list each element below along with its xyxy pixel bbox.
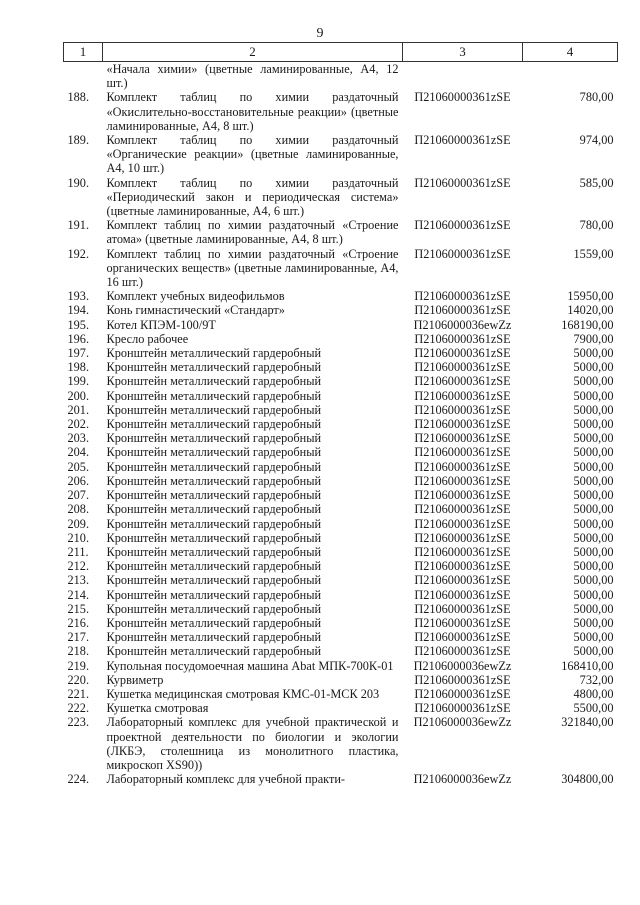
- item-price: 5000,00: [573, 559, 614, 574]
- table-row: [64, 573, 618, 587]
- item-code: П21060000361zSE: [414, 530, 511, 545]
- row-number: 190.: [67, 175, 90, 190]
- item-code: П21060000361zSE: [414, 630, 511, 645]
- table-row: [64, 346, 618, 360]
- item-price: 5000,00: [573, 431, 614, 446]
- item-name: Кронштейн металлический гардеробный: [106, 388, 322, 403]
- row-number: [64, 62, 103, 91]
- row-number: 194.: [67, 303, 90, 318]
- item-name: Кронштейн металлический гардеробный: [106, 360, 322, 375]
- row-number: 213.: [67, 573, 90, 588]
- row-number: 195.: [67, 317, 90, 332]
- item-code: П21060000361zSE: [414, 601, 511, 616]
- row-number: 209.: [67, 516, 90, 531]
- table-row: [64, 687, 618, 701]
- item-name: Курвиметр: [106, 672, 164, 687]
- row-number: 193.: [67, 289, 90, 304]
- item-code: П21060000361zSE: [414, 559, 511, 574]
- item-price: 5000,00: [573, 615, 614, 630]
- item-code: П21060000361zSE: [414, 544, 511, 559]
- item-code: П21060000361zSE: [414, 374, 511, 389]
- item-price: 5000,00: [573, 573, 614, 588]
- item-code: П21060000361zSE: [414, 445, 511, 460]
- item-name: Лабораторный комплекс для учебной практи-: [106, 772, 346, 787]
- row-number: 196.: [67, 331, 90, 346]
- item-name: Кронштейн металлический гардеробный: [106, 644, 322, 659]
- item-name: Кронштейн металлический гардеробный: [106, 402, 322, 417]
- item-code: [403, 62, 523, 91]
- item-code: П21060000361zSE: [414, 175, 511, 190]
- column-header-1: 1: [64, 43, 103, 62]
- item-name: Кронштейн металлический гардеробный: [106, 615, 322, 630]
- item-price: 5000,00: [573, 587, 614, 602]
- item-name: Кронштейн металлический гардеробный: [106, 417, 322, 432]
- table-row: [64, 218, 618, 246]
- row-number: 224.: [67, 772, 90, 787]
- row-number: 214.: [67, 587, 90, 602]
- item-price: 5000,00: [573, 459, 614, 474]
- item-price: 5000,00: [573, 445, 614, 460]
- table-row: [64, 318, 618, 332]
- row-number: 204.: [67, 445, 90, 460]
- table-row: [64, 176, 618, 219]
- table-body: [64, 62, 618, 787]
- item-price: 7900,00: [573, 331, 614, 346]
- table-row: [64, 62, 618, 91]
- item-code: П21060000361zSE: [414, 459, 511, 474]
- item-name: Кронштейн металлический гардеробный: [106, 374, 322, 389]
- item-code: П21060000361zSE: [414, 502, 511, 517]
- item-price: 5000,00: [573, 346, 614, 361]
- table-row: [64, 502, 618, 516]
- item-name: Купольная посудомоечная машина Abat МПК-700К-01: [106, 658, 394, 673]
- item-code: П21060000361zSE: [414, 303, 511, 318]
- item-price: 5000,00: [573, 417, 614, 432]
- row-number: 210.: [67, 530, 90, 545]
- item-code: П21060000361zSE: [414, 90, 511, 105]
- item-code: П21060000361zSE: [414, 289, 511, 304]
- item-name: Комплект таблиц по химии раздаточный «Строение атома» (цветные ламинированные, А4, 8 шт.): [106, 218, 399, 247]
- inventory-table: [63, 42, 618, 786]
- item-name: Кронштейн металлический гардеробный: [106, 630, 322, 645]
- row-number: 203.: [67, 431, 90, 446]
- item-code: П2106000036ewZz: [413, 317, 512, 332]
- table-row: [64, 517, 618, 531]
- table-row: [64, 616, 618, 630]
- item-code: П21060000361zSE: [414, 246, 511, 261]
- item-price: 1559,00: [573, 246, 614, 261]
- row-number: 207.: [67, 488, 90, 503]
- item-code: П21060000361zSE: [414, 701, 511, 716]
- item-name: Кронштейн металлический гардеробный: [106, 587, 322, 602]
- row-number: 197.: [67, 346, 90, 361]
- item-name: «Начала химии» (цветные ламинированные, А4, 12 шт.): [106, 62, 399, 91]
- row-number: 219.: [67, 658, 90, 673]
- table-row: [64, 133, 618, 176]
- row-number: 192.: [67, 246, 90, 261]
- column-header-4: 4: [523, 43, 618, 62]
- item-name: Комплект учебных видеофильмов: [106, 289, 285, 304]
- item-price: 780,00: [579, 90, 614, 105]
- table-row: [64, 659, 618, 673]
- table-row: [64, 559, 618, 573]
- table-row: [64, 289, 618, 303]
- row-number: 223.: [67, 715, 90, 730]
- table-row: [64, 644, 618, 658]
- item-name: Кронштейн металлический гардеробный: [106, 445, 322, 460]
- item-name: Кронштейн металлический гардеробный: [106, 601, 322, 616]
- row-number: 188.: [67, 90, 90, 105]
- item-price: 168410,00: [561, 658, 614, 673]
- table-row: [64, 431, 618, 445]
- table-row: [64, 488, 618, 502]
- item-code: П21060000361zSE: [414, 516, 511, 531]
- item-price: [523, 62, 618, 91]
- item-name: Кронштейн металлический гардеробный: [106, 559, 322, 574]
- item-price: 5000,00: [573, 502, 614, 517]
- table-row: [64, 531, 618, 545]
- item-name: Кронштейн металлический гардеробный: [106, 488, 322, 503]
- row-number: 202.: [67, 417, 90, 432]
- item-name: Кушетка смотровая: [106, 701, 209, 716]
- item-price: 5000,00: [573, 473, 614, 488]
- row-number: 221.: [67, 686, 90, 701]
- item-code: П21060000361zSE: [414, 417, 511, 432]
- table-row: [64, 701, 618, 715]
- table-row: [64, 374, 618, 388]
- item-code: П21060000361zSE: [414, 488, 511, 503]
- row-number: 215.: [67, 601, 90, 616]
- row-number: 189.: [67, 133, 90, 148]
- item-name: Конь гимнастический «Стандарт»: [106, 303, 285, 318]
- item-name: Кронштейн металлический гардеробный: [106, 516, 322, 531]
- row-number: 220.: [67, 672, 90, 687]
- item-price: 5000,00: [573, 644, 614, 659]
- row-number: 199.: [67, 374, 90, 389]
- item-price: 5000,00: [573, 530, 614, 545]
- item-price: 4800,00: [573, 686, 614, 701]
- row-number: 191.: [67, 218, 90, 233]
- item-code: П21060000361zSE: [414, 587, 511, 602]
- table-row: [64, 772, 618, 786]
- item-name: Комплект таблиц по химии раздаточный «Периодический закон и периодическая система» (цветные ламинированные, А4, 6 шт.): [106, 175, 399, 219]
- item-price: 732,00: [579, 672, 614, 687]
- row-number: 200.: [67, 388, 90, 403]
- item-code: П21060000361zSE: [414, 218, 511, 233]
- item-code: П21060000361zSE: [414, 388, 511, 403]
- item-code: П21060000361zSE: [414, 402, 511, 417]
- item-price: 5000,00: [573, 516, 614, 531]
- row-number: 218.: [67, 644, 90, 659]
- item-price: 321840,00: [561, 715, 614, 730]
- item-name: Комплект таблиц по химии раздаточный «Строение органических веществ» (цветные ламинированные, А4, 16 шт.): [106, 246, 399, 290]
- item-price: 5000,00: [573, 388, 614, 403]
- item-code: П2106000036ewZz: [413, 772, 512, 787]
- table-row: [64, 630, 618, 644]
- item-name: Лабораторный комплекс для учебной практической и проектной деятельности по биологии и экологии (ЛКБЭ, столешница из монолитного пластика, микроскоп XS90)): [106, 715, 399, 772]
- page-number: 9: [316, 26, 324, 41]
- table-row: [64, 673, 618, 687]
- item-code: П21060000361zSE: [414, 473, 511, 488]
- item-name: Кронштейн металлический гардеробный: [106, 544, 322, 559]
- item-name: Комплект таблиц по химии раздаточный «Органические реакции» (цветные ламинированные, А4, 10 шт.): [106, 133, 399, 176]
- row-number: 205.: [67, 459, 90, 474]
- item-price: 5000,00: [573, 601, 614, 616]
- item-code: П2106000036ewZz: [413, 658, 512, 673]
- item-code: П21060000361zSE: [414, 133, 511, 148]
- item-price: 974,00: [579, 133, 614, 148]
- table-row: [64, 715, 618, 772]
- item-price: 585,00: [579, 175, 614, 190]
- item-code: П21060000361zSE: [414, 644, 511, 659]
- item-code: П21060000361zSE: [414, 346, 511, 361]
- item-name: Комплект таблиц по химии раздаточный «Окислительно-восстановительные реакции» (цветные ламинированные, А4, 8 шт.): [106, 90, 399, 133]
- item-name: Кронштейн металлический гардеробный: [106, 346, 322, 361]
- table-header-row: [64, 43, 618, 62]
- item-name: Кронштейн металлический гардеробный: [106, 431, 322, 446]
- item-price: 5500,00: [573, 701, 614, 716]
- item-price: 5000,00: [573, 402, 614, 417]
- item-price: 780,00: [579, 218, 614, 233]
- item-price: 5000,00: [573, 360, 614, 375]
- item-code: П21060000361zSE: [414, 331, 511, 346]
- item-price: 168190,00: [561, 317, 614, 332]
- table-row: [64, 90, 618, 133]
- table-row: [64, 602, 618, 616]
- table-row: [64, 332, 618, 346]
- table-row: [64, 247, 618, 290]
- item-price: 5000,00: [573, 488, 614, 503]
- item-price: 5000,00: [573, 544, 614, 559]
- row-number: 208.: [67, 502, 90, 517]
- item-name: Кронштейн металлический гардеробный: [106, 573, 322, 588]
- row-number: 211.: [67, 544, 89, 559]
- table-row: [64, 474, 618, 488]
- item-code: П21060000361zSE: [414, 686, 511, 701]
- item-price: 5000,00: [573, 374, 614, 389]
- row-number: 217.: [67, 630, 90, 645]
- item-code: П21060000361zSE: [414, 431, 511, 446]
- table-row: [64, 445, 618, 459]
- item-name: Кронштейн металлический гардеробный: [106, 530, 322, 545]
- row-number: 198.: [67, 360, 90, 375]
- table-row: [64, 389, 618, 403]
- item-name: Кронштейн металлический гардеробный: [106, 502, 322, 517]
- item-code: П21060000361zSE: [414, 615, 511, 630]
- item-name: Кронштейн металлический гардеробный: [106, 473, 322, 488]
- table-row: [64, 588, 618, 602]
- item-name: Кронштейн металлический гардеробный: [106, 459, 322, 474]
- table-row: [64, 460, 618, 474]
- item-price: 304800,00: [561, 772, 614, 787]
- column-header-2: 2: [103, 43, 403, 62]
- item-price: 15950,00: [567, 289, 614, 304]
- row-number: 212.: [67, 559, 90, 574]
- item-name: Кресло рабочее: [106, 331, 189, 346]
- item-price: 5000,00: [573, 630, 614, 645]
- row-number: 216.: [67, 615, 90, 630]
- row-number: 201.: [67, 402, 90, 417]
- item-code: П21060000361zSE: [414, 360, 511, 375]
- table-row: [64, 360, 618, 374]
- item-name: Котел КПЭМ-100/9Т: [106, 317, 216, 332]
- column-header-3: 3: [403, 43, 523, 62]
- item-price: 14020,00: [567, 303, 614, 318]
- table-row: [64, 403, 618, 417]
- table-row: [64, 417, 618, 431]
- item-code: П21060000361zSE: [414, 672, 511, 687]
- item-name: Кушетка медицинская смотровая КМС-01-МСК 203: [106, 686, 380, 701]
- row-number: 206.: [67, 473, 90, 488]
- item-code: П21060000361zSE: [414, 573, 511, 588]
- table-row: [64, 545, 618, 559]
- table-row: [64, 303, 618, 317]
- item-code: П2106000036ewZz: [413, 715, 512, 730]
- row-number: 222.: [67, 701, 90, 716]
